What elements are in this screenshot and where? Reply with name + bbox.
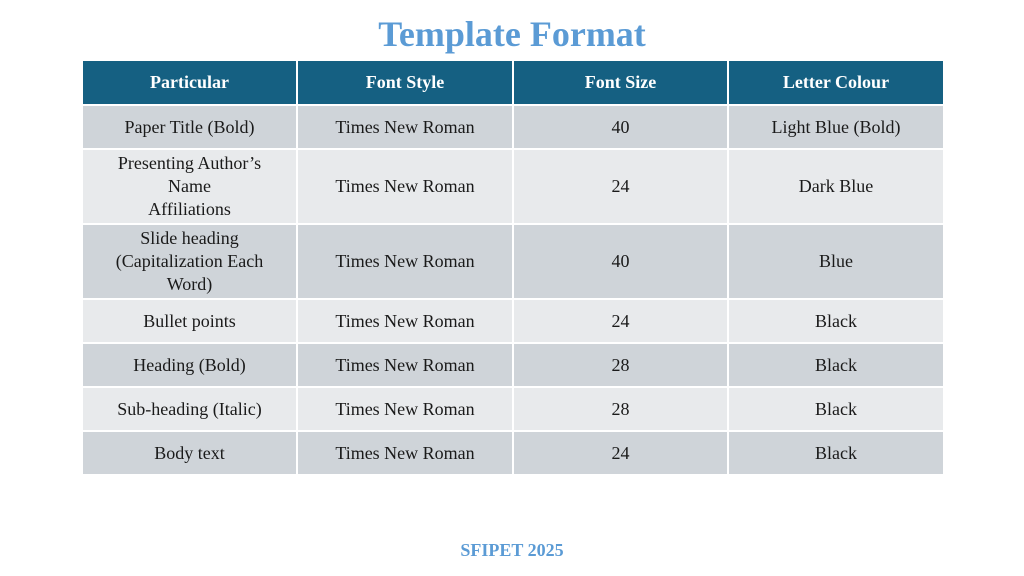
template-format-table xyxy=(81,59,945,476)
cell-letter-colour: Blue xyxy=(728,224,944,299)
cell-particular xyxy=(82,224,297,299)
cell-font-size: 24 xyxy=(513,149,728,224)
cell-line: Bullet points xyxy=(143,310,236,331)
cell-line: Word) xyxy=(166,274,213,294)
header-particular: Particular xyxy=(82,60,297,105)
cell-line: Presenting Author’s xyxy=(117,153,262,173)
cell-line: Name xyxy=(168,176,211,196)
cell-letter-colour: Black xyxy=(728,343,944,387)
cell-font-size: 24 xyxy=(513,431,728,475)
slide-title: Template Format xyxy=(378,14,646,54)
table-row xyxy=(82,224,944,299)
cell-particular xyxy=(82,149,297,224)
cell-font-style: Times New Roman xyxy=(297,224,513,299)
cell-font-size: 40 xyxy=(513,224,728,299)
cell-particular xyxy=(82,387,297,431)
cell-line: Heading (Bold) xyxy=(133,354,246,375)
table-row xyxy=(82,299,944,343)
cell-font-style: Times New Roman xyxy=(297,431,513,475)
header-letter-colour: Letter Colour xyxy=(728,60,944,105)
cell-font-style: Times New Roman xyxy=(297,149,513,224)
cell-particular xyxy=(82,343,297,387)
cell-font-size: 40 xyxy=(513,105,728,149)
header-font-style: Font Style xyxy=(297,60,513,105)
cell-font-size: 24 xyxy=(513,299,728,343)
cell-line: Slide heading xyxy=(140,228,239,248)
cell-letter-colour: Black xyxy=(728,387,944,431)
table-row xyxy=(82,431,944,475)
cell-letter-colour: Black xyxy=(728,431,944,475)
cell-line: Affiliations xyxy=(148,199,231,219)
cell-line: (Capitalization Each xyxy=(115,251,264,271)
cell-font-style: Times New Roman xyxy=(297,343,513,387)
cell-font-size: 28 xyxy=(513,387,728,431)
cell-font-style: Times New Roman xyxy=(297,299,513,343)
cell-particular xyxy=(82,431,297,475)
table-row xyxy=(82,105,944,149)
header-font-size: Font Size xyxy=(513,60,728,105)
cell-letter-colour: Light Blue (Bold) xyxy=(728,105,944,149)
table-row xyxy=(82,149,944,224)
cell-font-style: Times New Roman xyxy=(297,105,513,149)
cell-line: Paper Title (Bold) xyxy=(124,116,255,137)
cell-line: Sub-heading (Italic) xyxy=(117,398,262,419)
table-row xyxy=(82,343,944,387)
cell-letter-colour: Dark Blue xyxy=(728,149,944,224)
cell-particular xyxy=(82,299,297,343)
table-header-row xyxy=(82,60,944,105)
cell-line: Body text xyxy=(154,442,225,463)
table-row xyxy=(82,387,944,431)
cell-letter-colour: Black xyxy=(728,299,944,343)
cell-font-size: 28 xyxy=(513,343,728,387)
cell-font-style: Times New Roman xyxy=(297,387,513,431)
cell-particular xyxy=(82,105,297,149)
slide-footer: SFIPET 2025 xyxy=(460,540,564,560)
